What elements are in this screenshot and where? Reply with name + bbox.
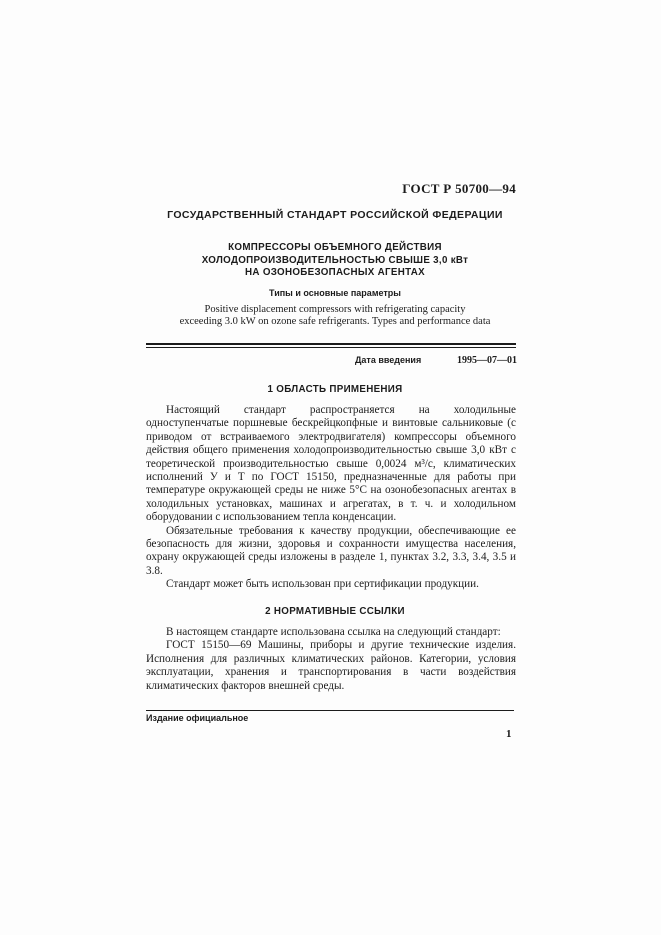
section-1-body <box>146 404 516 592</box>
state-standard-heading: ГОСУДАРСТВЕННЫЙ СТАНДАРТ РОССИЙСКОЙ ФЕДЕРАЦИИ <box>167 209 503 221</box>
footer-divider <box>146 710 514 711</box>
title-line-1: КОМПРЕССОРЫ ОБЪЕМНОГО ДЕЙСТВИЯ <box>228 242 442 253</box>
document-subtitle: Типы и основные параметры <box>269 288 401 298</box>
section-1-paragraph-1: Настоящий стандарт распространяется на холодильные одноступенчатые поршневые бескрейцкопфные и винтовые сальниковые (с приводом от встраиваемого электродвигателя) компрессоры объемного действия общего применения холодопроизводительностью свыше 3,0 кВт с теоретической производительностью свыше 0,0024 м³/с, климатических исполнений У и Т по ГОСТ 15150, предназначенные для работы при температуре окружающей среды не ниже 5°С на озонобезопасных агентах в холодильных установках, машинах и агрегатах, в т. ч. и холодильном оборудовании с использованием тепла конденсации. <box>146 404 516 524</box>
title-divider-thin <box>146 347 516 348</box>
english-title-line-2: exceeding 3.0 kW on ozone safe refrigerants. Types and performance data <box>179 316 491 327</box>
edition-note: Издание официальное <box>146 713 249 723</box>
introduction-date <box>355 355 517 366</box>
standard-code: ГОСТ Р 50700—94 <box>402 181 516 196</box>
title-divider-thick <box>146 343 516 345</box>
section-1-paragraph-3: Стандарт может быть использован при сертификации продукции. <box>166 578 479 591</box>
section-2-body <box>146 626 516 693</box>
english-title <box>140 304 530 328</box>
page-number: 1 <box>506 728 512 740</box>
section-1-heading: 1 ОБЛАСТЬ ПРИМЕНЕНИЯ <box>267 384 403 395</box>
introduction-date-label: Дата введения <box>355 355 422 365</box>
english-title-line-1: Positive displacement compressors with refrigerating capacity <box>204 304 466 315</box>
title-line-2: ХОЛОДОПРОИЗВОДИТЕЛЬНОСТЬЮ СВЫШЕ 3,0 кВт <box>201 254 469 266</box>
section-1-paragraph-2: Обязательные требования к качеству продукции, обеспечивающие ее безопасность для жизни, здоровья и сохранности имущества населения, охрану окружающей среды изложены в разделе 1, пунктах 3.2, 3.3, 3.4, 3.5 и 3.8. <box>146 524 516 577</box>
introduction-date-value: 1995—07—01 <box>457 355 517 366</box>
section-2-heading: 2 НОРМАТИВНЫЕ ССЫЛКИ <box>265 606 405 617</box>
document-title <box>150 242 520 280</box>
section-2-paragraph-2: ГОСТ 15150—69 Машины, приборы и другие технические изделия. Исполнения для различных климатических районов. Категории, условия эксплуатации, хранения и транспортирования в части воздействия климатических факторов внешней среды. <box>146 639 516 692</box>
section-2-paragraph-1: В настоящем стандарте использована ссылка на следующий стандарт: <box>166 626 501 638</box>
title-line-3: НА ОЗОНОБЕЗОПАСНЫХ АГЕНТАХ <box>245 267 425 278</box>
